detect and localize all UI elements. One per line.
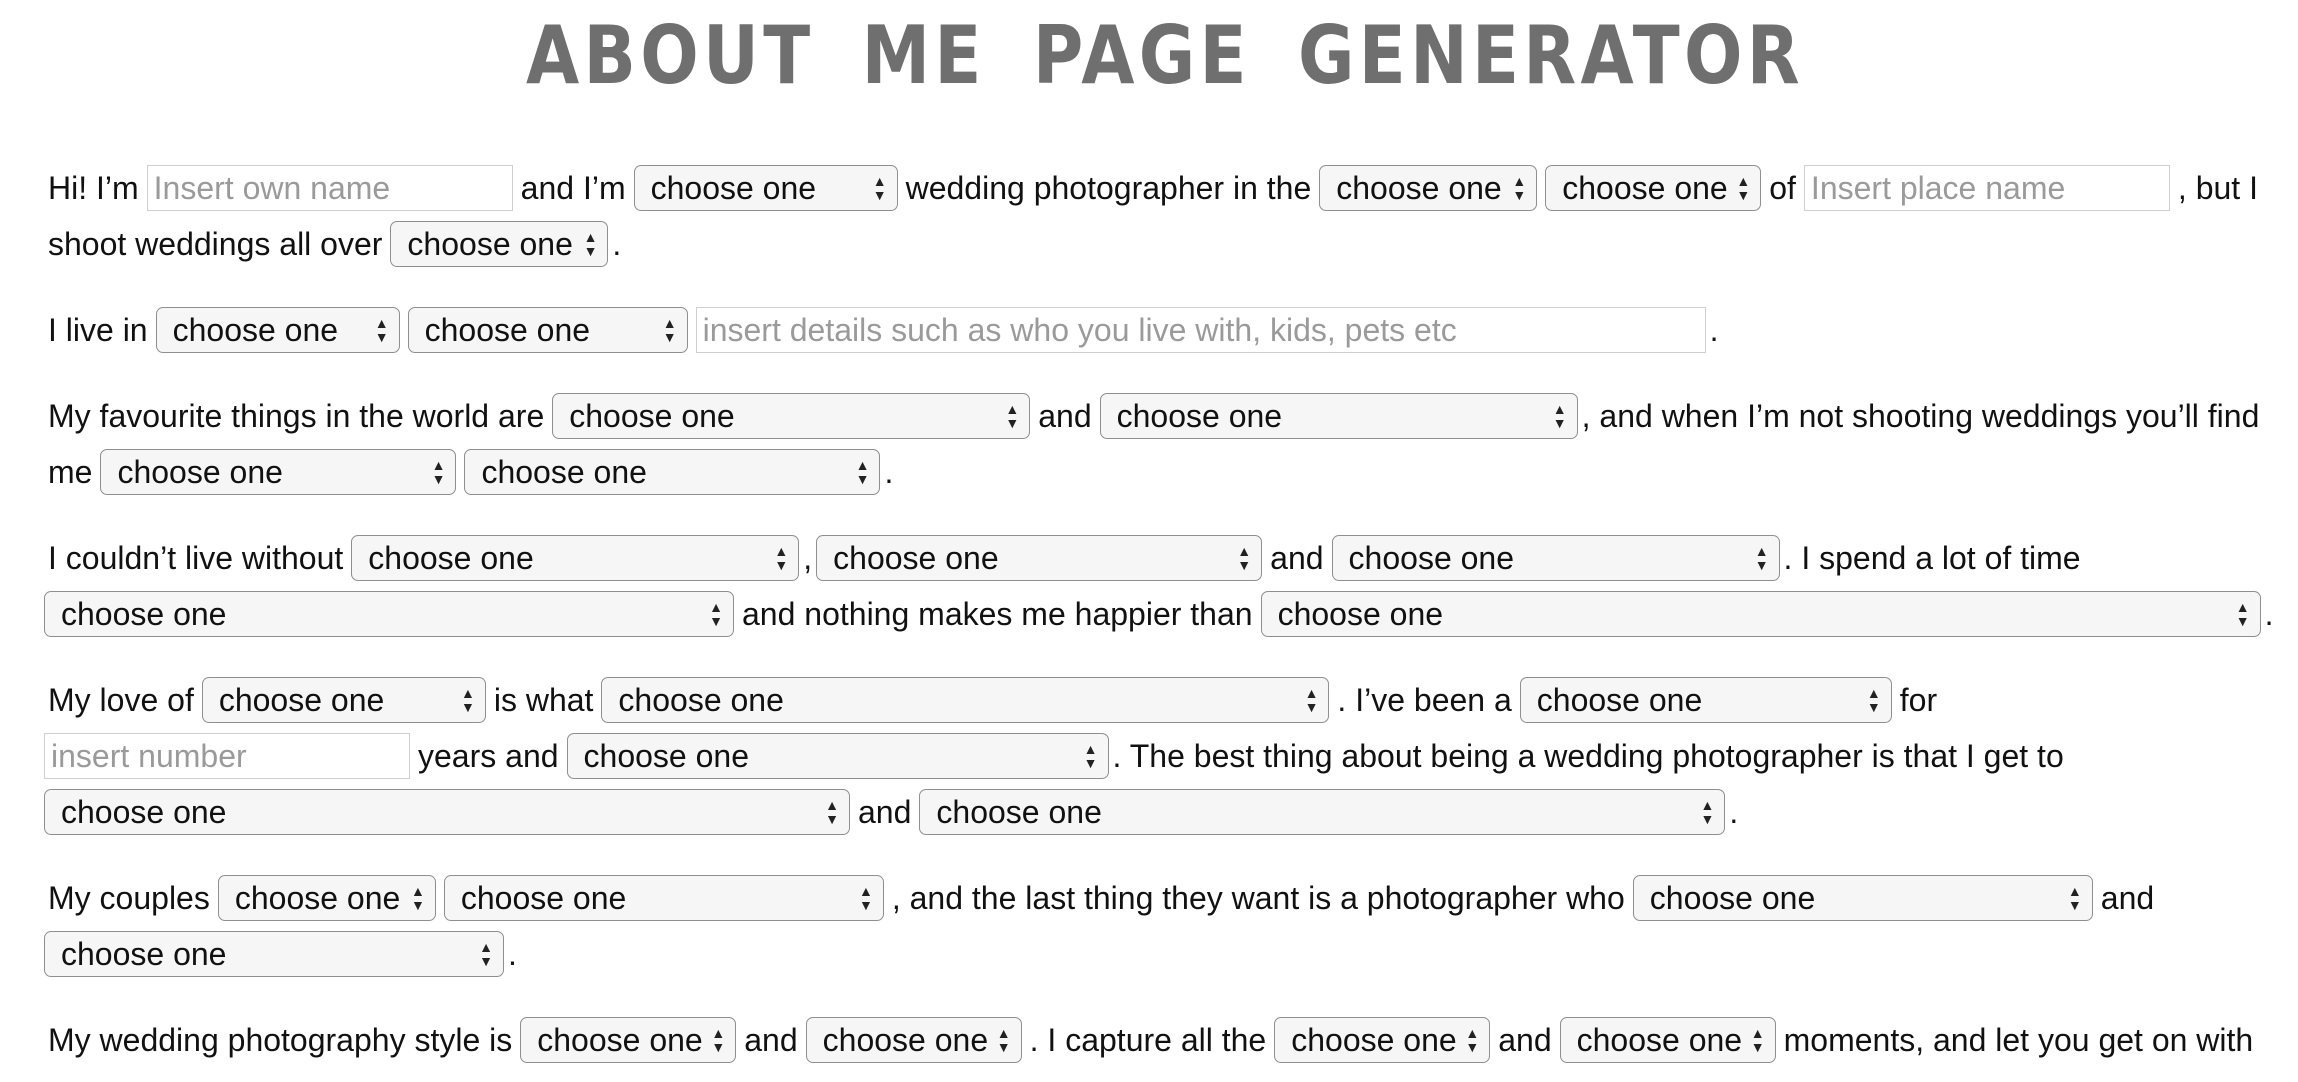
text-is-what: is what xyxy=(493,681,594,718)
happier-than-select[interactable] xyxy=(1261,591,2261,637)
select-value: choose one xyxy=(618,681,784,718)
select-arrows-icon: ▲ ▼ xyxy=(1700,797,1715,827)
text-shoot-weddings: shoot weddings all over xyxy=(48,225,383,262)
select-value: choose one xyxy=(61,793,227,830)
favourite-thing-select-2[interactable] xyxy=(1100,393,1578,439)
paragraph-3-line-1 xyxy=(44,388,2259,444)
select-arrows-icon: ▲ ▼ xyxy=(1083,741,1098,771)
select-arrows-icon: ▲ ▼ xyxy=(1304,685,1319,715)
select-arrows-icon: ▲ ▼ xyxy=(1512,173,1527,203)
select-arrows-icon: ▲ ▼ xyxy=(374,315,389,345)
paragraph-7-line-1 xyxy=(44,1012,2257,1068)
select-value: choose one xyxy=(407,225,573,262)
own-name-input[interactable] xyxy=(147,165,513,211)
text-period: . xyxy=(884,453,894,490)
paragraph-4-line-1 xyxy=(44,530,2081,586)
photographer-who-select-2[interactable] xyxy=(44,931,504,977)
home-type-select[interactable] xyxy=(156,307,400,353)
select-value: choose one xyxy=(583,737,749,774)
text-and-2: and xyxy=(1498,1021,1552,1058)
select-value: choose one xyxy=(1536,681,1703,718)
paragraph-4-line-2 xyxy=(44,586,2273,642)
text-couldnt-live-without: I couldn’t live without xyxy=(48,539,344,576)
is-what-select[interactable] xyxy=(601,677,1329,723)
select-value: choose one xyxy=(460,879,627,916)
select-value: choose one xyxy=(61,935,227,972)
paragraph-5-line-1 xyxy=(44,672,1941,728)
paragraph-5-line-3 xyxy=(44,784,1738,840)
style-select-1[interactable] xyxy=(520,1017,736,1063)
paragraph-6-line-1 xyxy=(44,870,2158,926)
text-period: . xyxy=(1729,793,1739,830)
text-photography-style: My wedding photography style is xyxy=(48,1021,513,1058)
select-value: choose one xyxy=(1116,397,1283,434)
select-arrows-icon: ▲ ▼ xyxy=(1237,543,1252,573)
text-capture-all-the: . I capture all the xyxy=(1029,1021,1267,1058)
text-my-love-of: My love of xyxy=(48,681,194,718)
paragraph-1-line-1 xyxy=(44,160,2262,216)
page-title: ABOUT ME PAGE GENERATOR xyxy=(525,9,1805,102)
photographer-who-select-1[interactable] xyxy=(1633,875,2093,921)
select-arrows-icon: ▲ ▼ xyxy=(858,883,873,913)
select-arrows-icon: ▲ ▼ xyxy=(479,939,493,969)
select-arrows-icon: ▲ ▼ xyxy=(1465,1025,1480,1055)
select-value: choose one xyxy=(61,595,227,632)
select-arrows-icon: ▲ ▼ xyxy=(1866,685,1881,715)
text-when-not-shooting: , and when I’m not shooting weddings you’ll find xyxy=(1581,397,2260,434)
select-arrows-icon: ▲ ▼ xyxy=(410,883,425,913)
best-thing-select-2[interactable] xyxy=(919,789,1725,835)
couples-select-1[interactable] xyxy=(218,875,436,921)
profession-select[interactable] xyxy=(1520,677,1892,723)
select-arrows-icon: ▲ ▼ xyxy=(662,315,677,345)
spend-time-select[interactable] xyxy=(44,591,734,637)
select-value: choose one xyxy=(424,311,591,348)
select-value: choose one xyxy=(537,1021,703,1058)
select-value: choose one xyxy=(218,681,385,718)
moments-select-1[interactable] xyxy=(1274,1017,1490,1063)
select-value: choose one xyxy=(650,169,817,206)
select-value: choose one xyxy=(1277,595,1444,632)
select-value: choose one xyxy=(1649,879,1816,916)
text-period: . xyxy=(508,935,517,972)
select-value: choose one xyxy=(833,539,999,576)
paragraph-5-line-2 xyxy=(44,728,2064,784)
select-arrows-icon: ▲ ▼ xyxy=(1736,173,1751,203)
paragraph-6-line-2 xyxy=(44,926,517,982)
home-location-select[interactable] xyxy=(408,307,688,353)
select-arrows-icon: ▲ ▼ xyxy=(460,685,475,715)
select-arrows-icon: ▲ ▼ xyxy=(996,1025,1011,1055)
text-last-thing: , and the last thing they want is a photographer who xyxy=(891,879,1625,916)
text-moments: moments, and let you get on with xyxy=(1783,1021,2254,1058)
cant-live-without-select-3[interactable] xyxy=(1332,535,1780,581)
select-value: choose one xyxy=(172,311,339,348)
select-arrows-icon: ▲ ▼ xyxy=(711,1025,726,1055)
region-select-2[interactable] xyxy=(1545,165,1761,211)
text-for: for xyxy=(1899,681,1938,718)
select-arrows-icon: ▲ ▼ xyxy=(825,797,839,827)
text-and: and xyxy=(744,1021,798,1058)
select-value: choose one xyxy=(234,879,401,916)
cant-live-without-select-2[interactable] xyxy=(816,535,1262,581)
text-period: . xyxy=(1709,311,1719,348)
select-value: choose one xyxy=(368,539,534,576)
couples-select-2[interactable] xyxy=(444,875,884,921)
select-arrows-icon: ▲ ▼ xyxy=(709,599,723,629)
text-and: and xyxy=(1038,397,1092,434)
text-best-thing: . The best thing about being a wedding photographer is that I get to xyxy=(1112,737,2064,774)
text-years-and: years and xyxy=(418,737,559,774)
text-of: of xyxy=(1769,169,1796,206)
free-time-select-1[interactable] xyxy=(100,449,456,495)
select-arrows-icon: ▲ ▼ xyxy=(583,229,598,259)
select-value: choose one xyxy=(822,1021,989,1058)
text-comma: , xyxy=(803,539,813,576)
select-arrows-icon: ▲ ▼ xyxy=(431,457,446,487)
text-and: and xyxy=(858,793,912,830)
text-and: and xyxy=(1270,539,1324,576)
select-arrows-icon: ▲ ▼ xyxy=(1750,1025,1765,1055)
text-and: and xyxy=(2100,879,2155,916)
select-arrows-icon: ▲ ▼ xyxy=(1552,401,1567,431)
region-select-1[interactable] xyxy=(1319,165,1537,211)
select-value: choose one xyxy=(1576,1021,1743,1058)
text-nothing-makes-happier: and nothing makes me happier than xyxy=(742,595,1253,632)
select-arrows-icon: ▲ ▼ xyxy=(1754,543,1769,573)
select-value: choose one xyxy=(481,453,647,490)
paragraph-3-line-2 xyxy=(44,444,893,500)
text-my-couples: My couples xyxy=(48,879,210,916)
style-select-2[interactable] xyxy=(806,1017,1022,1063)
select-value: choose one xyxy=(1336,169,1502,206)
cant-live-without-select-1[interactable] xyxy=(351,535,799,581)
favourite-thing-select-1[interactable] xyxy=(552,393,1030,439)
select-value: choose one xyxy=(1348,539,1515,576)
select-arrows-icon: ▲ ▼ xyxy=(855,457,870,487)
text-hi: Hi! I’m xyxy=(48,169,139,206)
free-time-select-2[interactable] xyxy=(464,449,880,495)
photographer-type-select[interactable] xyxy=(634,165,898,211)
paragraph-2-line-1 xyxy=(44,302,1718,358)
select-value: choose one xyxy=(569,397,735,434)
text-period: . xyxy=(612,225,622,262)
text-spend-time: . I spend a lot of time xyxy=(1783,539,2081,576)
years-detail-select[interactable] xyxy=(567,733,1109,779)
select-value: choose one xyxy=(1562,169,1728,206)
text-wedding-photographer: wedding photographer in the xyxy=(905,169,1312,206)
text-ive-been-a: . I’ve been a xyxy=(1337,681,1512,718)
place-name-input[interactable] xyxy=(1804,165,2170,211)
text-period: . xyxy=(2264,595,2274,632)
select-arrows-icon: ▲ ▼ xyxy=(2235,599,2250,629)
living-details-input[interactable] xyxy=(696,307,1706,353)
love-of-select[interactable] xyxy=(202,677,486,723)
best-thing-select-1[interactable] xyxy=(44,789,850,835)
paragraph-1-line-2 xyxy=(44,216,621,272)
text-but-i: , but I xyxy=(2177,169,2258,206)
select-arrows-icon: ▲ ▼ xyxy=(774,543,789,573)
select-arrows-icon: ▲ ▼ xyxy=(1005,401,1020,431)
years-number-input[interactable] xyxy=(44,733,410,779)
text-me: me xyxy=(48,453,93,490)
select-arrows-icon: ▲ ▼ xyxy=(2067,883,2082,913)
select-value: choose one xyxy=(1291,1021,1457,1058)
moments-select-2[interactable] xyxy=(1560,1017,1776,1063)
text-i-live-in: I live in xyxy=(48,311,148,348)
select-arrows-icon: ▲ ▼ xyxy=(872,173,887,203)
shoot-area-select[interactable] xyxy=(390,221,608,267)
select-value: choose one xyxy=(117,453,283,490)
select-value: choose one xyxy=(936,793,1102,830)
text-favourite-things: My favourite things in the world are xyxy=(48,397,545,434)
text-and-im: and I’m xyxy=(520,169,626,206)
